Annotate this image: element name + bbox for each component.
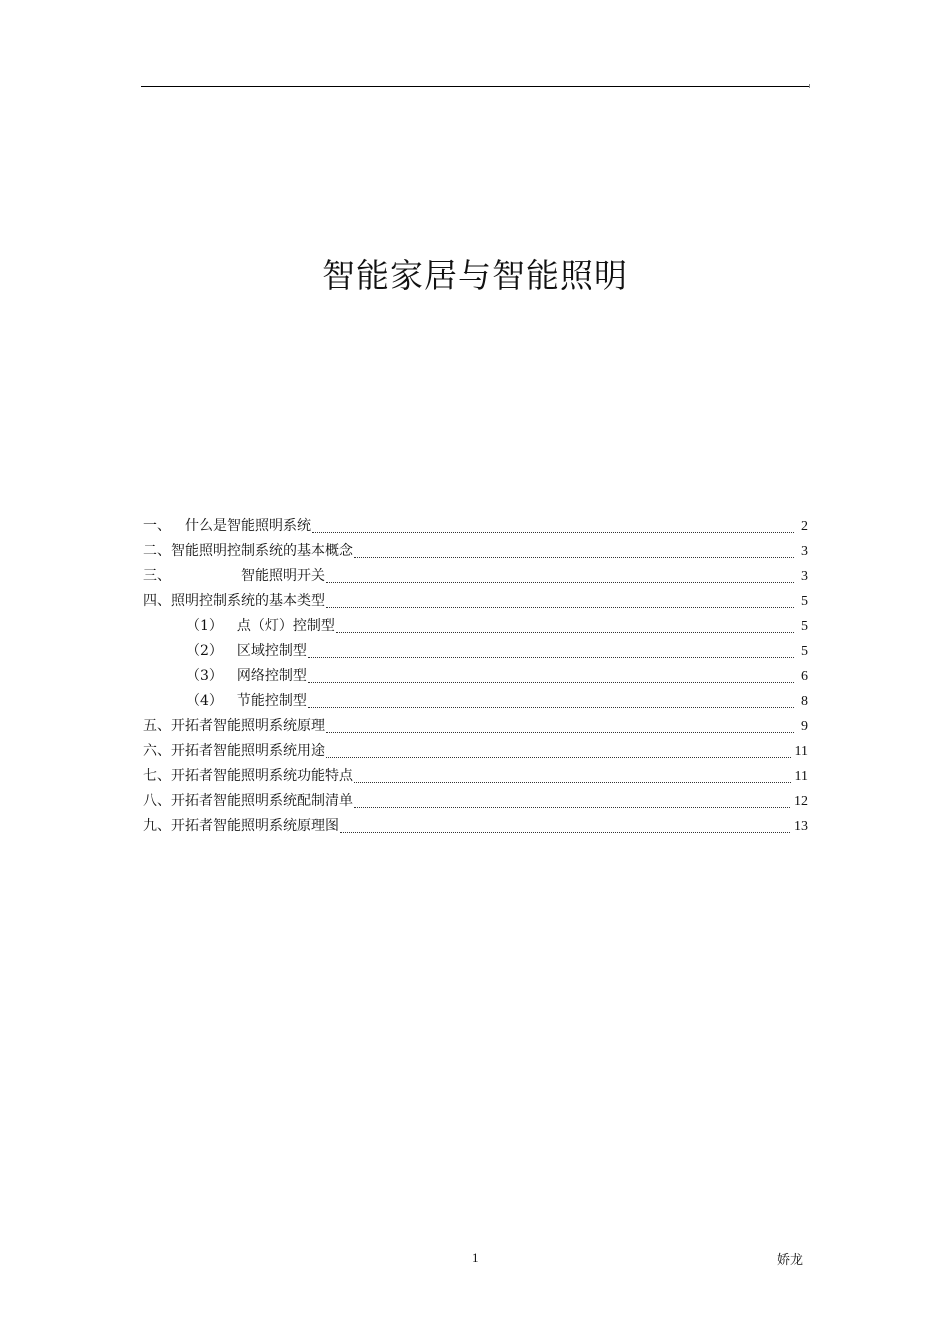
toc-entry-page: 3 — [801, 544, 808, 559]
toc-entry-label — [186, 614, 335, 639]
toc-entry-prefix: 七、 — [143, 768, 171, 784]
toc-entry-page: 11 — [794, 769, 808, 784]
toc-entry-label — [186, 664, 307, 689]
toc-entry-page: 9 — [801, 719, 808, 734]
toc-entry-prefix: 八、 — [143, 793, 171, 809]
toc-subentry-1[interactable] — [143, 614, 808, 639]
toc-entry-3[interactable] — [143, 564, 808, 589]
toc-entry-page: 3 — [801, 569, 808, 584]
toc-leader-dots — [308, 706, 794, 708]
document-title: 智能家居与智能照明 — [322, 256, 628, 295]
toc-entry-label — [143, 589, 325, 614]
toc-entry-prefix: 九、 — [143, 818, 171, 834]
toc-entry-title: 节能控制型 — [236, 693, 307, 709]
toc-entry-label — [143, 514, 311, 539]
toc-entry-label — [186, 639, 307, 664]
toc-entry-title: 智能照明控制系统的基本概念 — [171, 543, 353, 559]
toc-entry-page: 12 — [794, 794, 808, 809]
toc-entry-title: 开拓者智能照明系统用途 — [171, 743, 325, 759]
toc-entry-9[interactable] — [143, 814, 808, 839]
toc-entry-page: 8 — [801, 694, 808, 709]
toc-entry-title: 什么是智能照明系统 — [185, 518, 311, 534]
toc-entry-5[interactable] — [143, 714, 808, 739]
toc-leader-dots — [308, 656, 794, 658]
toc-entry-prefix: （3） — [186, 668, 223, 684]
toc-entry-title: 区域控制型 — [236, 643, 307, 659]
toc-entry-title: 点（灯）控制型 — [236, 618, 335, 634]
toc-entry-title: 开拓者智能照明系统原理图 — [171, 818, 339, 834]
toc-leader-dots — [326, 581, 794, 583]
toc-entry-prefix: 二、 — [143, 543, 171, 559]
toc-entry-label — [143, 714, 325, 739]
toc-entry-title: 网络控制型 — [236, 668, 307, 684]
toc-entry-prefix: （1） — [186, 618, 223, 634]
toc-entry-page: 5 — [801, 644, 808, 659]
toc-entry-page: 5 — [801, 594, 808, 609]
toc-leader-dots — [326, 756, 791, 758]
toc-entry-7[interactable] — [143, 764, 808, 789]
toc-entry-page: 6 — [801, 669, 808, 684]
footer-author: 娇龙 — [777, 1253, 804, 1268]
toc-leader-dots — [354, 806, 790, 808]
toc-entry-page: 13 — [794, 819, 808, 834]
toc-entry-page: 11 — [794, 744, 808, 759]
toc-entry-prefix: 三、 — [143, 568, 171, 584]
toc-entry-title: 开拓者智能照明系统原理 — [171, 718, 325, 734]
header-tick-mark — [809, 84, 810, 88]
toc-entry-4[interactable] — [143, 589, 808, 614]
toc-entry-label — [143, 564, 325, 589]
toc-entry-6[interactable] — [143, 739, 808, 764]
toc-entry-page: 5 — [801, 619, 808, 634]
table-of-contents — [143, 514, 808, 839]
toc-leader-dots — [308, 681, 794, 683]
toc-entry-label — [143, 789, 353, 814]
toc-entry-title: 开拓者智能照明系统配制清单 — [171, 793, 353, 809]
toc-entry-8[interactable] — [143, 789, 808, 814]
toc-subentry-2[interactable] — [143, 639, 808, 664]
toc-entry-prefix: （4） — [186, 693, 223, 709]
toc-leader-dots — [336, 631, 794, 633]
toc-entry-prefix: （2） — [186, 643, 223, 659]
toc-entry-title: 智能照明开关 — [241, 568, 325, 584]
toc-entry-label — [143, 814, 339, 839]
toc-leader-dots — [326, 606, 794, 608]
toc-entry-label — [143, 764, 353, 789]
toc-entry-2[interactable] — [143, 539, 808, 564]
toc-leader-dots — [354, 556, 794, 558]
toc-entry-prefix: 一、 — [143, 518, 171, 534]
toc-leader-dots — [326, 731, 794, 733]
toc-entry-label — [143, 539, 353, 564]
toc-entry-prefix: 六、 — [143, 743, 171, 759]
toc-leader-dots — [312, 531, 794, 533]
footer-page-number: 1 — [472, 1250, 479, 1265]
toc-subentry-4[interactable] — [143, 689, 808, 714]
toc-entry-label — [186, 689, 307, 714]
toc-entry-page: 2 — [801, 519, 808, 534]
toc-subentry-3[interactable] — [143, 664, 808, 689]
toc-entry-title: 照明控制系统的基本类型 — [171, 593, 325, 609]
toc-entry-1[interactable] — [143, 514, 808, 539]
toc-entry-prefix: 五、 — [143, 718, 171, 734]
header-rule — [141, 86, 809, 87]
toc-leader-dots — [354, 781, 791, 783]
toc-entry-label — [143, 739, 325, 764]
toc-leader-dots — [340, 831, 790, 833]
toc-entry-title: 开拓者智能照明系统功能特点 — [171, 768, 353, 784]
toc-entry-prefix: 四、 — [143, 593, 171, 609]
